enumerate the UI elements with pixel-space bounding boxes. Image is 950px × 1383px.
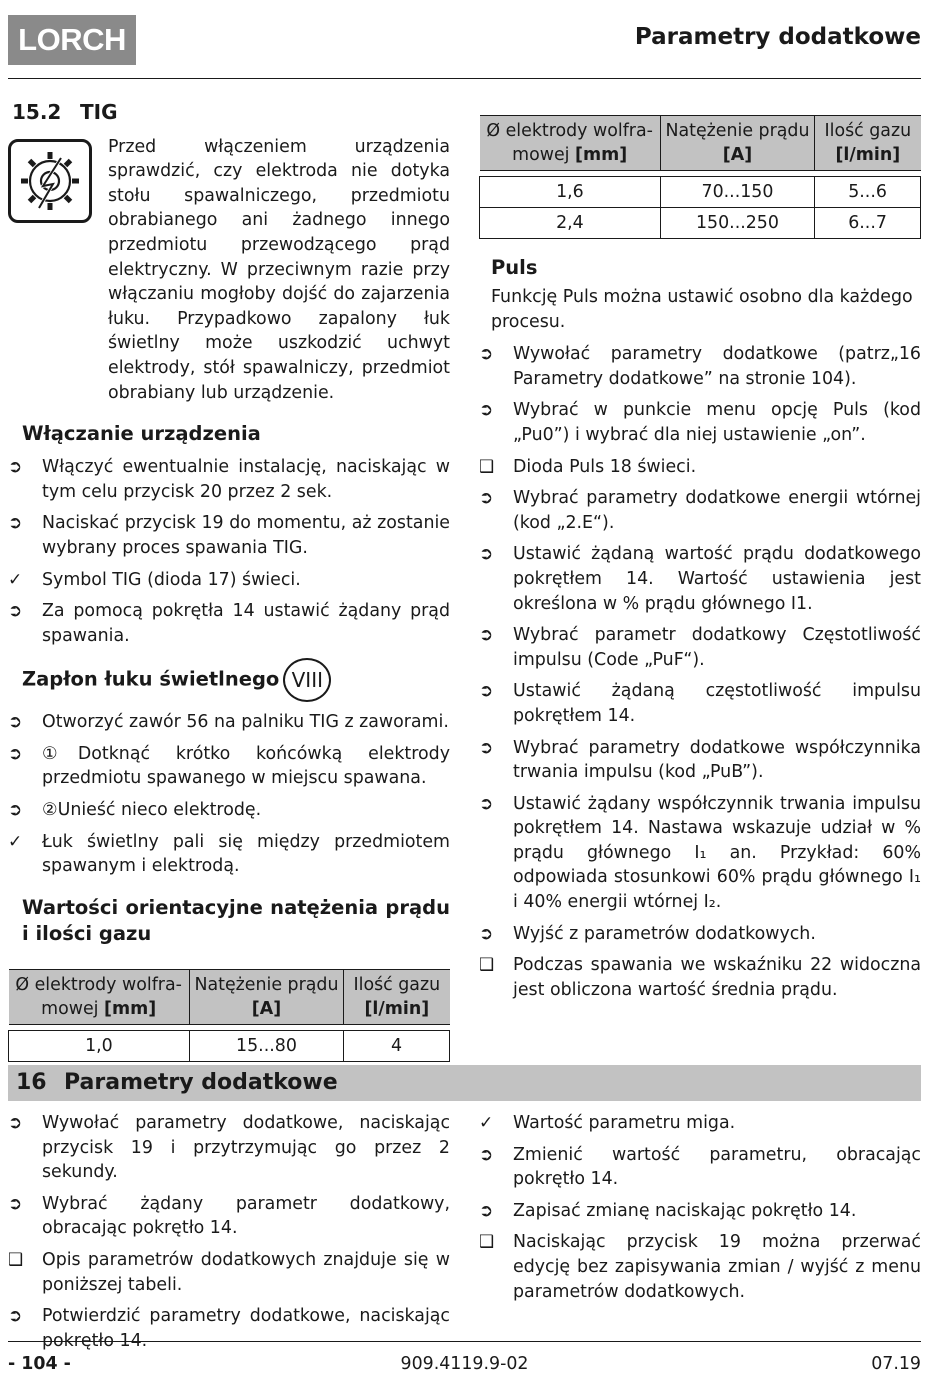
list-item (8, 830, 450, 879)
bullet-icon: ➲ (8, 457, 23, 478)
item-text: Podczas spawania we wskaźniku 22 widoczna jest obliczona wartość średnia prądu. (513, 955, 921, 1000)
bullet-icon: ➲ (8, 1306, 23, 1327)
item-text: Wybrać w punkcie menu opcję Puls (kod „Pu0”) i wybrać dla niej ustawienie „on”. (513, 400, 921, 445)
item-text: Dioda Puls 18 świeci. (513, 456, 697, 477)
section-16-left-column (8, 1111, 450, 1360)
power-on-heading: Włączanie urządzenia (22, 422, 261, 446)
th-unit: [A] (251, 998, 282, 1019)
item-text: ②Unieść nieco elektrodę. (42, 800, 262, 821)
list-item (479, 542, 921, 616)
list-item (479, 455, 921, 480)
item-text: Wybrać parametry dodatkowe energii wtórnej (kod „2.E“). (513, 488, 921, 533)
list-item (479, 736, 921, 785)
list-item (479, 922, 921, 947)
check-icon: ✓ (8, 831, 23, 852)
page-footer (8, 1341, 921, 1381)
page-number: - 104 - (8, 1354, 71, 1374)
item-text: Łuk świetlny pali się między przedmiotem spawanym i elektrodą. (42, 831, 450, 877)
list-item (479, 1199, 921, 1224)
checkbox-icon: ❑ (8, 1249, 24, 1270)
item-text: Ustawić żądaną częstotliwość impulsu pokrętłem 14. (513, 681, 921, 726)
checkbox-icon: ❑ (479, 456, 495, 477)
bullet-icon: ➲ (479, 793, 494, 814)
item-text: Otworzyć zawór 56 na palniku TIG z zaworami. (42, 712, 449, 733)
table-header (660, 116, 814, 171)
ignition-heading-text: Zapłon łuku świetlnego (22, 667, 280, 691)
section-title: TIG (80, 100, 118, 124)
page-header (8, 15, 921, 79)
values-heading: Wartości orientacyjne natężenia prądu i ilości gazu (22, 895, 450, 945)
item-text: Włączyć ewentualnie instalację, naciskając w tym celu przycisk 20 przez 2 sek. (42, 457, 450, 502)
table-cell: 70...150 (660, 177, 814, 208)
bullet-icon: ➲ (8, 743, 23, 764)
table-cell: 6...7 (815, 208, 921, 239)
section-title: Parametry dodatkowe (64, 1070, 338, 1095)
lorch-logo: LORCH (8, 15, 136, 65)
th-unit: [A] (722, 145, 753, 165)
list-item (479, 1230, 921, 1304)
table-header (344, 969, 450, 1024)
item-text: Ustawić żądany współczynnik trwania impulsu pokrętłem 14. Nastawa wskazuje udział w % prądu głównego I₁ an. Przykład: 60% odpowiada stosunkowi 60% prądu głównego I₁ i 40% energii wtórnej I₂. (513, 793, 921, 913)
list-item (479, 623, 921, 672)
list-item (8, 455, 450, 504)
item-text: Wyjść z parametrów dodatkowych. (513, 923, 816, 944)
check-icon: ✓ (479, 1113, 494, 1133)
bullet-icon: ➲ (8, 601, 23, 622)
table-cell: 5...6 (815, 177, 921, 208)
puls-list (479, 342, 921, 1002)
bullet-icon: ➲ (479, 544, 494, 565)
item-text: Zapisać zmianę naciskając pokrętło 14. (513, 1200, 857, 1221)
list-item (479, 342, 921, 391)
item-text: Wywołać parametry dodatkowe (patrz„16 Parametry dodatkowe” na stronie 104). (513, 344, 921, 389)
table-cell: 150...250 (660, 208, 814, 239)
left-column (8, 100, 450, 1062)
table-cell: 4 (344, 1030, 450, 1061)
header-title: Parametry dodatkowe (634, 24, 921, 50)
check-icon: ✓ (8, 569, 23, 590)
th-line2a: mowej (41, 998, 105, 1019)
section-16-heading (8, 1065, 921, 1101)
right-column (479, 115, 921, 1009)
puls-heading: Puls (491, 256, 538, 279)
th-unit: [mm] (104, 998, 157, 1019)
list-item (479, 1143, 921, 1192)
list-item (479, 398, 921, 447)
bullet-icon: ➲ (8, 1113, 23, 1133)
bullet-icon: ➲ (479, 1144, 494, 1165)
item-text: Wybrać parametr dodatkowy Częstotliwość impulsu (Code „PuF“). (513, 625, 921, 670)
list-item (8, 568, 450, 593)
section-number: 16 (16, 1070, 47, 1095)
item-text: Opis parametrów dodatkowych znajduje się w poniższej tabeli. (42, 1249, 450, 1295)
figure-ref-badge: VIII (283, 658, 331, 702)
th-line2a: mowej (512, 145, 576, 165)
th-unit: [l/min] (364, 998, 430, 1019)
table-row (480, 208, 921, 239)
bullet-icon: ➲ (479, 923, 494, 944)
list-item (479, 792, 921, 915)
list-item (8, 710, 450, 735)
list-item (8, 511, 450, 560)
list-item (8, 1248, 450, 1297)
bullet-icon: ➲ (479, 737, 494, 758)
item-text: Za pomocą pokrętła 14 ustawić żądany prąd spawania. (42, 601, 450, 646)
warning-block (8, 135, 450, 406)
gas-table-left (8, 969, 450, 1062)
th-line1: Ilość gazu (353, 974, 441, 995)
item-text: Wybrać parametry dodatkowe współczynnika trwania impulsu (kod „PuB”). (513, 737, 921, 783)
puls-intro: Funkcję Puls można ustawić osobno dla każdego procesu. (491, 287, 913, 332)
bullet-icon: ➲ (479, 488, 494, 509)
item-text: Potwierdzić parametry dodatkowe, naciskając pokrętło 14. (42, 1306, 450, 1351)
table-header (9, 969, 190, 1024)
warning-text: Przed włączeniem urządzenia sprawdzić, czy elektroda nie dotyka stołu spawalniczego, przedmiotu obrabianego ani żadnego innego przedmiotu przewodzącego prąd elektryczny. W przeciwnym razie przy włączaniu mogłoby dojść do zajarzenia łuku. Przypadkowo zapalony łuk świetlny może uszkodzić uchwyt elektrody, stół spawalniczy, przedmiot obrabiany lub urządzenie. (108, 136, 450, 403)
table-cell: 15...80 (189, 1030, 343, 1061)
item-text: Wybrać żądany parametr dodatkowy, obracając pokrętło 14. (42, 1193, 450, 1239)
section-number: 15.2 (12, 100, 62, 124)
list-item (8, 1111, 450, 1185)
checkbox-icon: ❑ (479, 955, 495, 976)
bullet-icon: ➲ (8, 800, 23, 821)
table-row (9, 1030, 450, 1061)
item-text: Symbol TIG (dioda 17) świeci. (42, 569, 301, 590)
ignition-list (8, 710, 450, 879)
list-item (8, 599, 450, 648)
item-text: Ustawić żądaną wartość prądu dodatkowego pokrętłem 14. Wartość ustawienia jest określona w % prądu głównego I1. (513, 544, 921, 614)
list-item (8, 742, 450, 791)
table-header (480, 116, 661, 171)
list-item (479, 953, 921, 1002)
bullet-icon: ➲ (8, 1193, 23, 1214)
power-on-list (8, 455, 450, 648)
bullet-icon: ➲ (479, 400, 494, 421)
gear-warning-icon (8, 139, 92, 223)
document-number: 909.4119.9-02 (400, 1354, 529, 1374)
document-date: 07.19 (871, 1354, 921, 1374)
table-header (189, 969, 343, 1024)
table-header (815, 116, 921, 171)
section-16-right-column (479, 1111, 921, 1311)
bullet-icon: ➲ (479, 1200, 494, 1221)
th-line1: Ilość gazu (824, 121, 912, 141)
th-line1: Natężenie prądu (194, 974, 339, 995)
list-item (8, 1192, 450, 1241)
item-text: Wywołać parametry dodatkowe, naciskając przycisk 19 i przytrzymując go przez 2 sekundy. (42, 1113, 450, 1183)
ignition-heading (22, 658, 450, 702)
table-cell: 1,0 (9, 1030, 190, 1061)
table-cell: 1,6 (480, 177, 661, 208)
item-text: Naciskając przycisk 19 można przerwać edycję bez zapisywania zmian / wyjść z menu parametrów dodatkowych. (513, 1232, 921, 1302)
list-item (479, 486, 921, 535)
bullet-icon: ➲ (479, 681, 494, 702)
th-line1: Natężenie prądu (665, 121, 810, 141)
checkbox-icon: ❑ (479, 1232, 495, 1253)
th-line1: Ø elektrody wolfra- (486, 121, 653, 141)
item-text: ①Dotknąć krótko końcówką elektrody przedmiotu spawanego w miejscu spawana. (42, 743, 450, 789)
gas-table-right (479, 115, 921, 239)
bullet-icon: ➲ (479, 344, 494, 365)
bullet-icon: ➲ (8, 712, 23, 733)
th-unit: [mm] (575, 145, 628, 165)
list-item (8, 798, 450, 823)
item-text: Wartość parametru miga. (513, 1113, 736, 1133)
th-unit: [l/min] (835, 145, 901, 165)
table-row (480, 177, 921, 208)
list-item (479, 1111, 921, 1136)
list-item (479, 679, 921, 728)
item-text: Naciskać przycisk 19 do momentu, aż zostanie wybrany proces spawania TIG. (42, 513, 450, 558)
bullet-icon: ➲ (8, 513, 23, 534)
bullet-icon: ➲ (479, 625, 494, 646)
section-15-2-heading (12, 100, 450, 125)
table-cell: 2,4 (480, 208, 661, 239)
th-line1: Ø elektrody wolfra- (15, 974, 182, 995)
item-text: Zmienić wartość parametru, obracając pokrętło 14. (513, 1144, 921, 1190)
